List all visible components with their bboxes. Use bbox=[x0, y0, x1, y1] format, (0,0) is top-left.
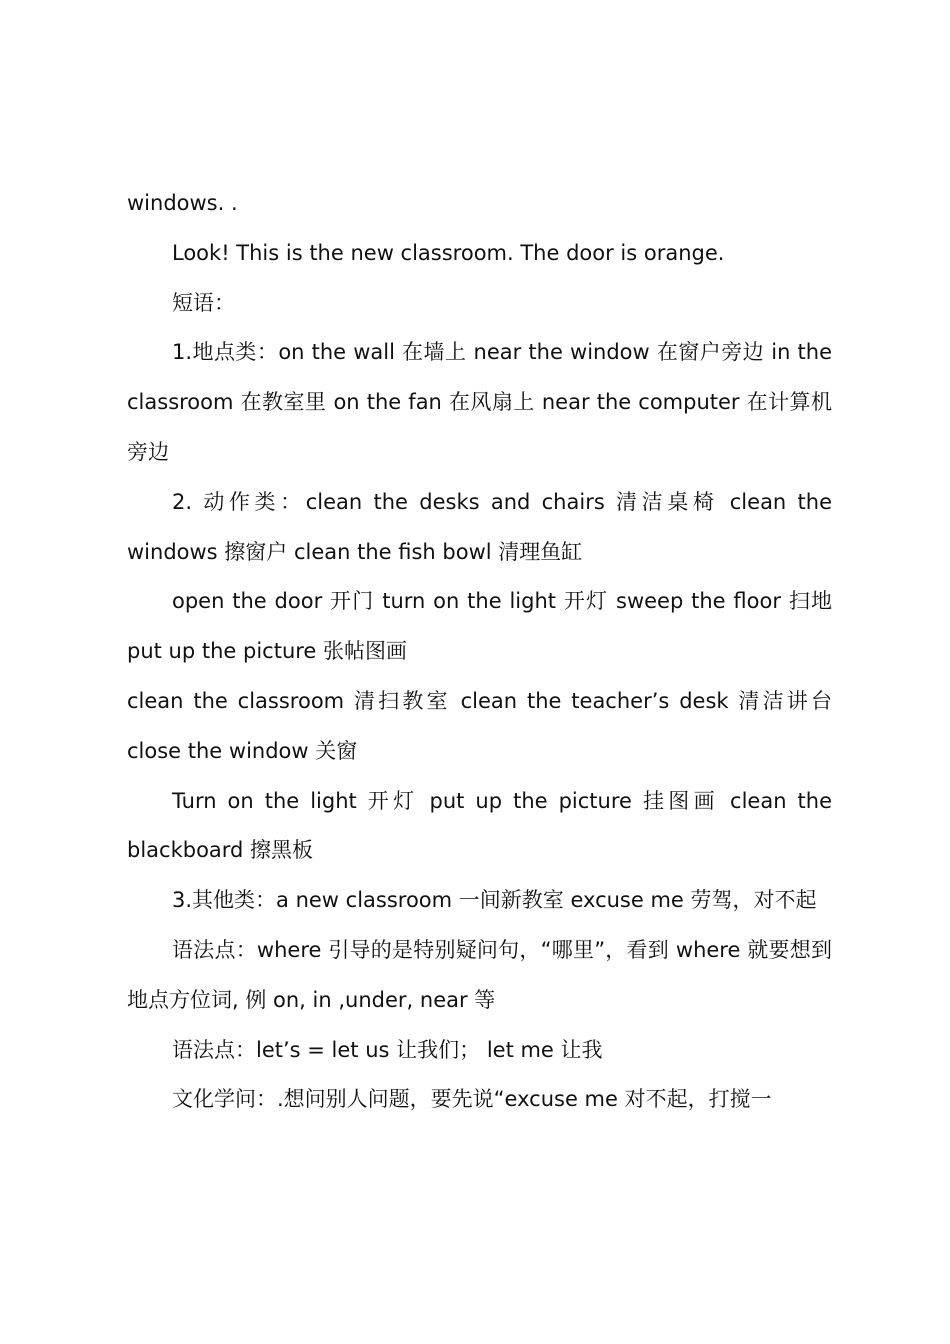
paragraph-culture: 文化学问：.想问别人问题，要先说“excuse me 对不起，打搅一 bbox=[172, 1087, 772, 1112]
paragraph: clean the classroom 清扫教室 clean the teacher’s desk 清洁讲台 close the window 关窗 bbox=[127, 688, 832, 763]
paragraph-action-phrases: 2. 动作类：clean the desks and chairs 清洁桌椅 clean the windows 擦窗户 clean the fish bowl 清理鱼缸 bbox=[127, 489, 832, 564]
section-heading-phrases: 短语： bbox=[172, 290, 235, 315]
paragraph-location-phrases: 1.地点类：on the wall 在墙上 near the window 在窗户旁边 in the classroom 在教室里 on the fan 在风扇上 near the computer 在计算机旁边 bbox=[127, 340, 832, 464]
document-body bbox=[127, 179, 832, 1125]
paragraph: Turn on the light 开灯 put up the picture 挂图画 clean the blackboard 擦黑板 bbox=[127, 788, 832, 863]
paragraph: windows. . bbox=[127, 191, 238, 215]
paragraph-grammar-lets: 语法点：let’s = let us 让我们； let me 让我 bbox=[172, 1037, 603, 1062]
paragraph: Look! This is the new classroom. The door is orange. bbox=[172, 240, 725, 265]
paragraph-grammar-where: 语法点：where 引导的是特别疑问句，“哪里”，看到 where 就要想到地点方位词, 例 on, in ,under, near 等 bbox=[127, 937, 832, 1012]
paragraph-other-phrases: 3.其他类：a new classroom 一间新教室 excuse me 劳驾，对不起 bbox=[172, 888, 817, 913]
paragraph: open the door 开门 turn on the light 开灯 sweep the floor 扫地 put up the picture 张帖图画 bbox=[127, 589, 832, 664]
